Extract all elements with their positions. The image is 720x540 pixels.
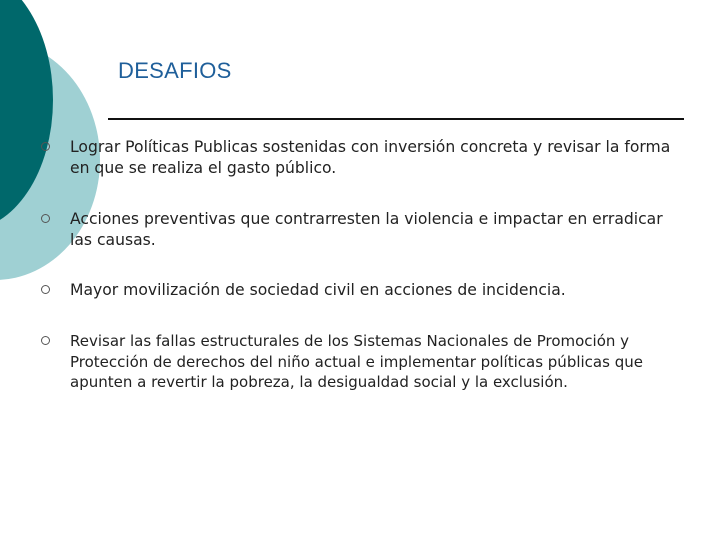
bullet-item <box>70 137 680 179</box>
circle-bullet-icon <box>41 142 50 151</box>
title-underline <box>108 118 684 120</box>
bullet-text: Lograr Políticas Publicas sostenidas con inversión concreta y revisar la forma en que se realiza el gasto público. <box>70 138 671 177</box>
circle-bullet-icon <box>41 285 50 294</box>
bullet-item <box>70 209 680 251</box>
bullet-item <box>70 331 680 393</box>
circle-bullet-icon <box>41 214 50 223</box>
bullet-text: Mayor movilización de sociedad civil en acciones de incidencia. <box>70 281 566 299</box>
circle-bullet-icon <box>41 336 50 345</box>
bullet-text: Acciones preventivas que contrarresten la violencia e impactar en erradicar las causas. <box>70 210 663 249</box>
slide-title: DESAFIOS <box>118 58 232 83</box>
bullet-text: Revisar las fallas estructurales de los Sistemas Nacionales de Promoción y Protección de derechos del niño actual e implementar políticas públicas que apunten a revertir la pobreza, la desigualdad social y la exclusión. <box>70 332 643 391</box>
bullet-item <box>70 280 680 301</box>
